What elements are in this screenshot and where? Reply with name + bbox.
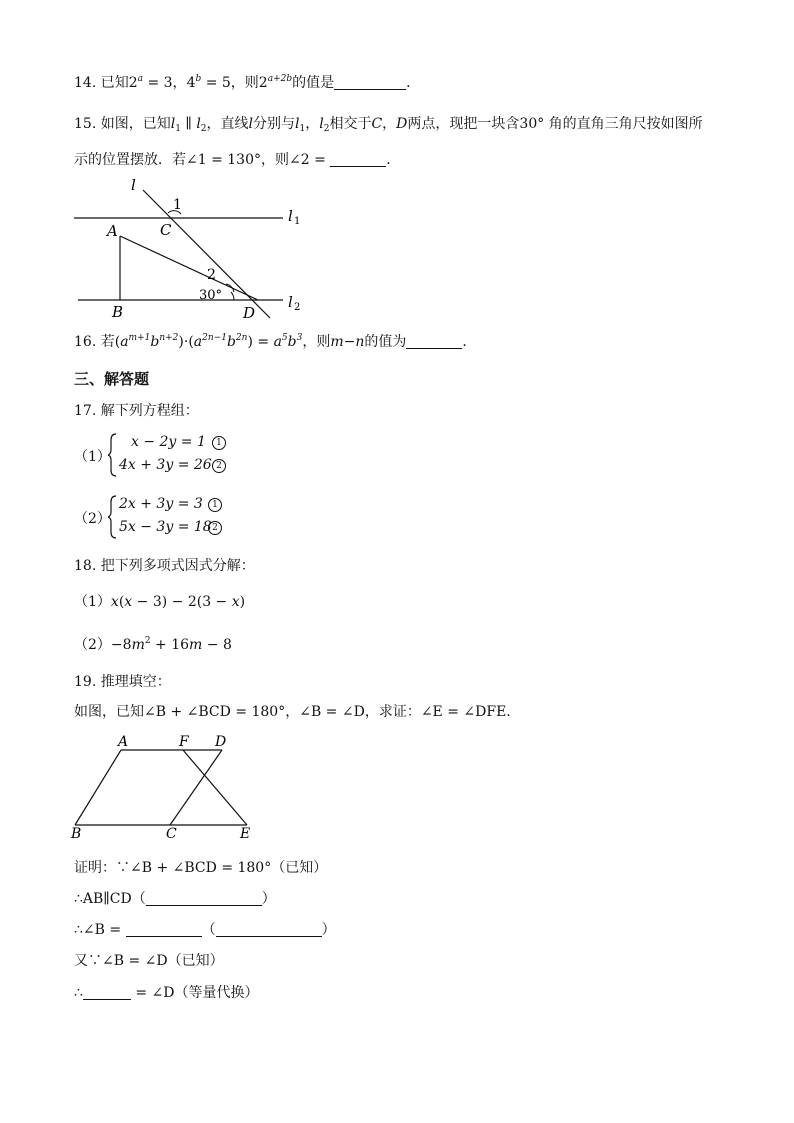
segment-fe (183, 750, 247, 825)
question-19-title: 19. 推理填空： (74, 674, 171, 690)
segment-ab (75, 750, 121, 825)
equation-system-1: （1） x − 2y = 1 1 4x + 3y = 26 2 (74, 433, 274, 477)
angle-30-arc (231, 292, 234, 300)
proof-line-5: ∴ = ∠D（等量代换） (74, 985, 259, 1001)
question-17-title: 17. 解下列方程组： (74, 403, 199, 419)
label-d: D (243, 304, 256, 322)
question-19-statement: 如图，已知∠B + ∠BCD = 180°，∠B = ∠D，求证：∠E = ∠DFE． (74, 704, 521, 720)
question-16: 16. 若$(a^{m+1}b^{n+2})\cdot(a^{2n-1}b^{2n}) = a^5b^3$，则m−n的值为 ． (74, 333, 477, 350)
label-c: C (160, 221, 172, 239)
question-15-line2: 示的位置摆放．若∠1 = 130°，则∠2 = ． (74, 152, 401, 168)
label-l2: l (288, 293, 293, 311)
label-d: D (215, 734, 227, 750)
label-e: E (240, 826, 251, 842)
segment-dc (170, 750, 222, 825)
label-a: A (107, 222, 118, 240)
brace-icon (108, 433, 118, 477)
proof-line-4: 又∵∠B = ∠D（已知） (74, 953, 224, 969)
label-l2-sub: 2 (294, 302, 301, 313)
label-c: C (166, 826, 177, 842)
equation-2: 4x + 3y = 26 (119, 457, 212, 473)
label-l: l (131, 176, 136, 194)
equation-system-2: （2） 2x + 3y = 3 1 5x − 3y = 18 2 (74, 495, 274, 539)
triangle-side-ad (120, 236, 258, 300)
equation-1: 2x + 3y = 3 (119, 496, 203, 512)
question-18-part-1: （1）x(x − 3) − 2(3 − x) (74, 594, 246, 610)
label-f: F (179, 734, 189, 750)
proof-line-1: 证明：∵∠B + ∠BCD = 180°（已知） (74, 860, 328, 876)
label-l1-sub: 1 (294, 216, 301, 227)
answer-blank[interactable] (216, 922, 322, 937)
question-18-title: 18. 把下列多项式因式分解： (74, 558, 255, 574)
figure-15-parallel-lines (0, 0, 794, 330)
answer-blank[interactable] (126, 922, 202, 937)
section-header: 三、解答题 (74, 370, 150, 388)
answer-blank[interactable] (406, 334, 462, 349)
proof-line-3: ∴∠B = （ ） (74, 922, 336, 938)
question-14: 14. 已知$2^a = 3$，$4^b = 5$，则$2^{a+2b}$的值是 ． (74, 74, 421, 91)
circled-number-icon: 1 (208, 498, 222, 512)
circled-number-icon: 2 (212, 459, 226, 473)
question-18-part-2: $(2)-8m^2 + 16m - 8$ (74, 636, 232, 653)
label-a: A (118, 734, 129, 750)
equation-1: x − 2y = 1 (131, 434, 206, 450)
question-15: 15. 如图，已知$l_1$ ∥ $l_2$，直线l分别与$l_1$，$l_2$相交于C，D两点，现把一块含30° 角的直角三角尺按如图所 (74, 116, 703, 134)
proof-line-2: ∴AB∥CD（ ） (74, 891, 276, 907)
label-angle-1: 1 (173, 197, 182, 213)
label-b: B (112, 303, 124, 321)
circled-number-icon: 2 (208, 521, 222, 535)
label-l1: l (288, 207, 293, 225)
label-angle-30: 30° (199, 288, 223, 303)
equation-2: 5x − 3y = 18 (119, 519, 212, 535)
figure-19-parallelogram (0, 730, 794, 845)
brace-icon (108, 495, 118, 539)
circled-number-icon: 1 (212, 436, 226, 450)
answer-blank[interactable] (83, 985, 131, 1000)
answer-blank[interactable] (146, 891, 262, 906)
label-b: B (71, 826, 82, 842)
label-angle-2: 2 (207, 267, 216, 283)
